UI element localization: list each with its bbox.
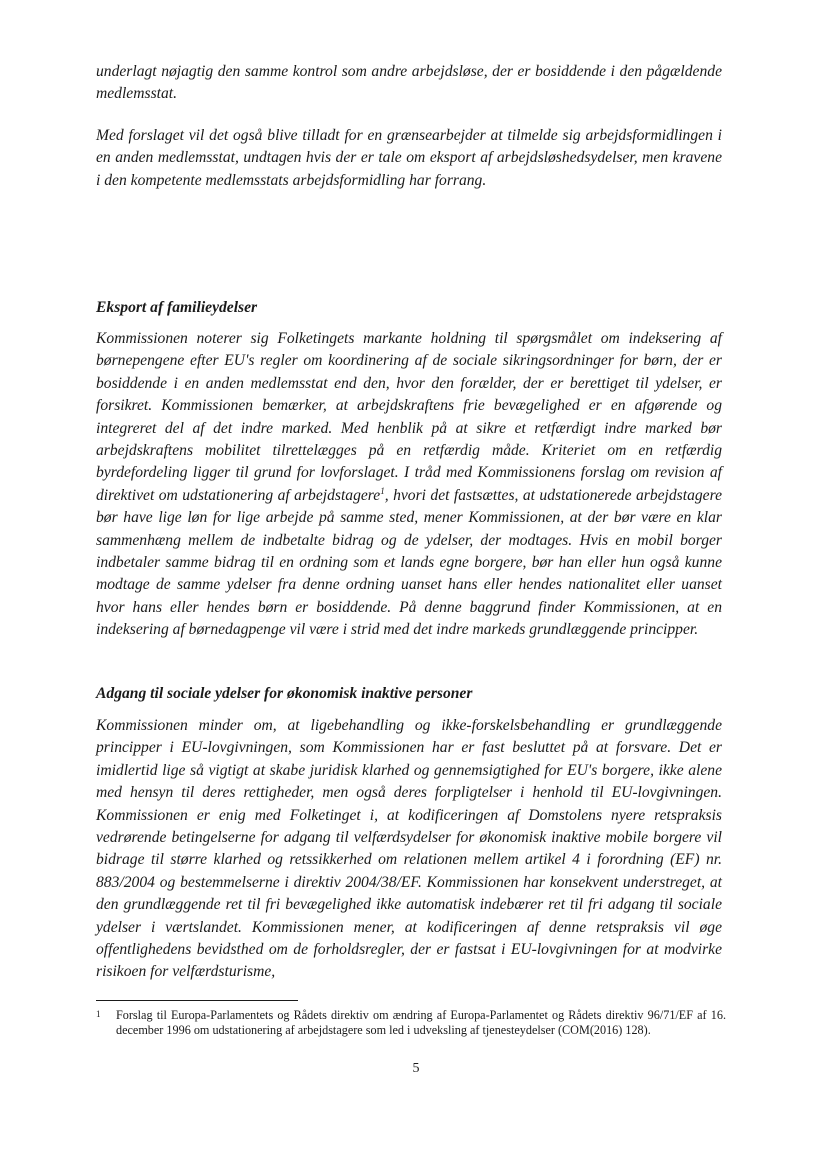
footnote-separator: [96, 1000, 298, 1001]
paragraph-family-benefits-part2: , hvori det fastsættes, at udstationerede arbejdstagere bør have lige løn for lige arbejde på samme sted, mener Kommissionen, at der bør være en klar sammenhæng mellem de indbetalte bidrag og de ydelser, der modtages. Hvis en mobil borger indbetaler samme bidrag til en ordning som et lands egne borgere, bør han eller hun også kunne modtage de samme ydelser fra denne ordning uanset hans eller hendes nationalitet eller uanset hvor hans eller hendes børn er bosiddende. På denne baggrund finder Kommissionen, at en indeksering af børnedagpenge vil være i strid med det indre markeds grundlæggende principper.: [96, 486, 723, 639]
footnote-reference[interactable]: 1: [380, 485, 385, 496]
footnote: [96, 1008, 726, 1039]
paragraph-unemployment-control: underlagt nøjagtig den samme kontrol som andre arbejdsløse, der er bosiddende i den pågældende medlemsstat.: [96, 63, 722, 103]
paragraph-family-benefits-part1: Kommissionen noterer sig Folketingets markante holdning til spørgsmålet om indeksering af børnepengene efter EU's regler om koordinering af de sociale sikringsordninger for børn, der er bosiddende i en anden medlemsstat end den, hvor den forælder, der er berettiget til ydelser, er forsikret. Kommissionen bemærker, at arbejdskraftens frie bevægelighed er en afgørende og integreret del af det indre marked. Med henblik på at sikre et retfærdigt indre marked bør arbejdskraftens mobilitet tilrettelægges på en retfærdig måde. Kriteriet om en retfærdig byrdefordeling ligger til grund for lovforslaget. I tråd med Kommissionens forslag om revision af direktivet om udstationering af arbejdstagere: [96, 330, 722, 504]
heading-social-benefits-inactive: Adgang til sociale ydelser for økonomisk inaktive personer: [96, 685, 473, 702]
page-number: 5: [412, 1061, 420, 1076]
paragraph-family-benefits: [96, 328, 722, 642]
footnote-number: 1: [96, 1009, 101, 1019]
paragraph-frontier-worker: Med forslaget vil det også blive tilladt for en grænsearbejder at tilmelde sig arbejdsformidlingen i en anden medlemsstat, undtagen hvis der er tale om eksport af arbejdsløshedsydelser, men kravene i den kompetente medlemsstats arbejdsformidling har forrang.: [96, 127, 722, 189]
footnote-text: Forslag til Europa-Parlamentets og Rådets direktiv om ændring af Europa-Parlamentet og Rådets direktiv 96/71/EF af 16. december 1996 om udstationering af arbejdstagere som led i udveksling af tjenesteydelser (COM(2016) 128).: [116, 1008, 726, 1038]
paragraph-social-benefits: Kommissionen minder om, at ligebehandling og ikke-forskelsbehandling er grundlæggende principper i EU-lovgivningen, som Kommissionen har er fast besluttet på at forsvare. Det er imidlertid lige så vigtigt at skabe juridisk klarhed og gennemsigtighed for EU's borgere, ikke alene med hensyn til deres rettigheder, men også deres forpligtelser i henhold til EU-lovgivningen. Kommissionen er enig med Folketinget i, at kodificeringen af Domstolens nyere retspraksis vedrørende betingelserne for adgang til velfærdsydelser for økonomisk inaktive mobile borgere vil bidrage til større klarhed og retssikkerhed om relationen mellem artikel 4 i forordning (EF) nr. 883/2004 og bestemmelserne i direktiv 2004/38/EF. Kommissionen har konsekvent understreget, at den grundlæggende ret til fri bevægelighed ikke automatisk indebærer ret til fri adgang til sociale ydelser i værtslandet. Kommissionen mener, at kodificeringen af denne retspraksis vil øge offentlighedens bevidsthed om de forholdsregler, der er fastsat i EU-lovgivningen for at modvirke risikoen for velfærdsturisme,: [96, 717, 722, 981]
heading-family-benefits-export: Eksport af familieydelser: [96, 299, 258, 316]
